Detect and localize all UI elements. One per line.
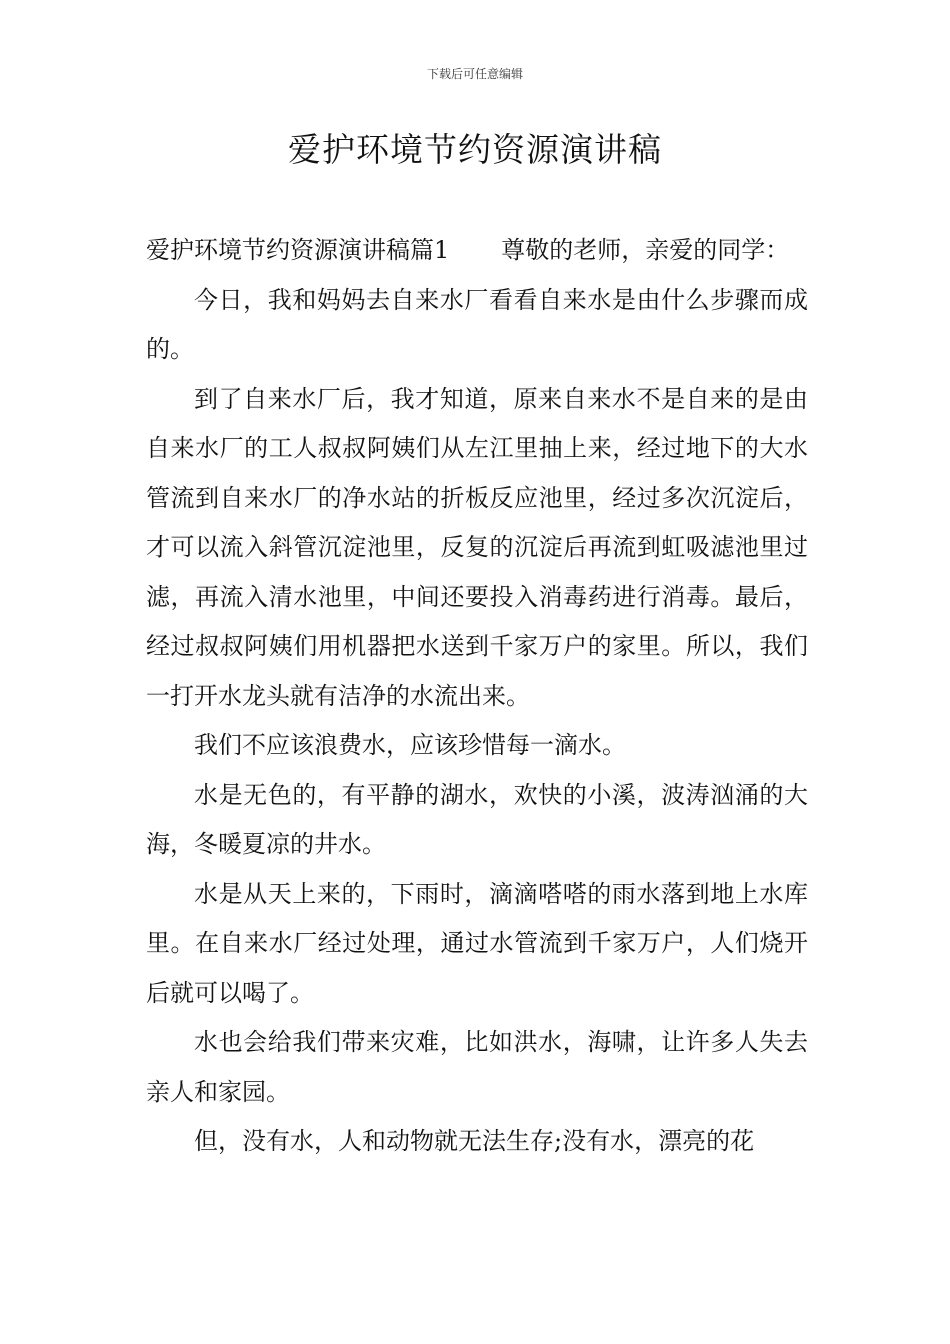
greeting: 尊敬的老师，亲爱的同学： <box>501 236 790 264</box>
intro-line <box>146 226 808 276</box>
paragraph-3: 我们不应该浪费水，应该珍惜每一滴水。 <box>194 731 626 759</box>
paragraph-1: 今日，我和妈妈去自来水厂看看自来水是由什么步骤而成的。 <box>146 285 808 363</box>
section-heading: 爱护环境节约资源演讲稿篇1 <box>146 236 450 264</box>
paragraph-5: 水是从天上来的，下雨时，滴滴嗒嗒的雨水落到地上水库里。在自来水厂经过处理，通过水管流到千家万户，人们烧开后就可以喝了。 <box>146 879 808 1007</box>
paragraph-6: 水也会给我们带来灾难，比如洪水，海啸，让许多人失去亲人和家园。 <box>146 1028 808 1106</box>
paragraph-7: 但，没有水，人和动物就无法生存;没有水，漂亮的花 <box>194 1127 755 1155</box>
document-title: 爱护环境节约资源演讲稿 <box>288 130 662 169</box>
page-header-note: 下载后可任意编辑 <box>426 67 523 81</box>
paragraph-4: 水是无色的，有平静的湖水，欢快的小溪，波涛汹涌的大海，冬暖夏凉的井水。 <box>146 780 808 858</box>
paragraph-2: 到了自来水厂后，我才知道，原来自来水不是自来的是由自来水厂的工人叔叔阿姨们从左江里抽上来，经过地下的大水管流到自来水厂的净水站的折板反应池里，经过多次沉淀后，才可以流入斜管沉淀池里，反复的沉淀后再流到虹吸滤池里过滤，再流入清水池里，中间还要投入消毒药进行消毒。最后，经过叔叔阿姨们用机器把水送到千家万户的家里。所以，我们一打开水龙头就有洁净的水流出来。 <box>146 384 808 710</box>
document-body <box>146 226 808 1167</box>
